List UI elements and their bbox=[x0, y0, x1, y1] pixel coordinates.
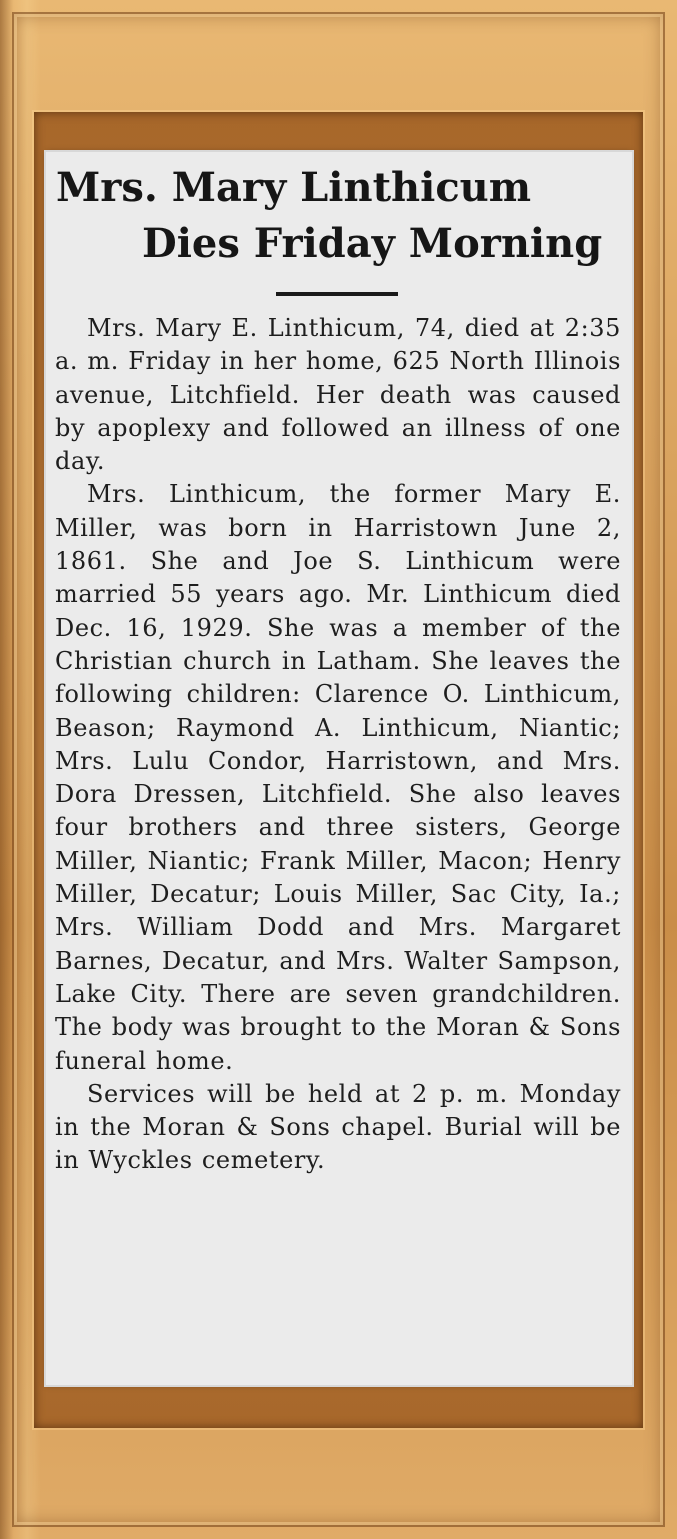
headline-divider bbox=[276, 292, 398, 296]
headline-line-1: Mrs. Mary Linthicum bbox=[56, 164, 532, 211]
article-paragraph-2: Mrs. Linthicum, the former Mary E. Miller, was born in Harristown June 2, 1861. She and Joe S. Linthicum were married 55 years ago. Mr. Linthicum died Dec. 16, 1929. She was a member of the Christian church in Latham. She leaves the following children: Clarence O. Linthicum, Beason; Raymond A. Linthicum, Niantic; Mrs. Lulu Condor, Harristown, and Mrs. Dora Dressen, Litchfield. She also leaves four brothers and three sisters, George Miller, Niantic; Frank Miller, Macon; Henry Miller, Decatur; Louis Miller, Sac City, Ia.; Mrs. William Dodd and Mrs. Margaret Barnes, Decatur, and Mrs. Walter Sampson, Lake City. There are seven grandchildren. The body was brought to the Moran & Sons funeral home. bbox=[55, 480, 621, 1075]
headline-line-2: Dies Friday Morning bbox=[142, 220, 603, 267]
newspaper-clipping bbox=[46, 152, 632, 1385]
article-paragraph-3: Services will be held at 2 p. m. Monday in the Moran & Sons chapel. Burial will be in Wyckles cemetery. bbox=[55, 1079, 621, 1175]
article-body bbox=[55, 312, 621, 1178]
article-paragraph-1: Mrs. Mary E. Linthicum, 74, died at 2:35 a. m. Friday in her home, 625 North Illinois avenue, Litchfield. Her death was caused by apoplexy and followed an illness of one day. bbox=[55, 314, 621, 476]
